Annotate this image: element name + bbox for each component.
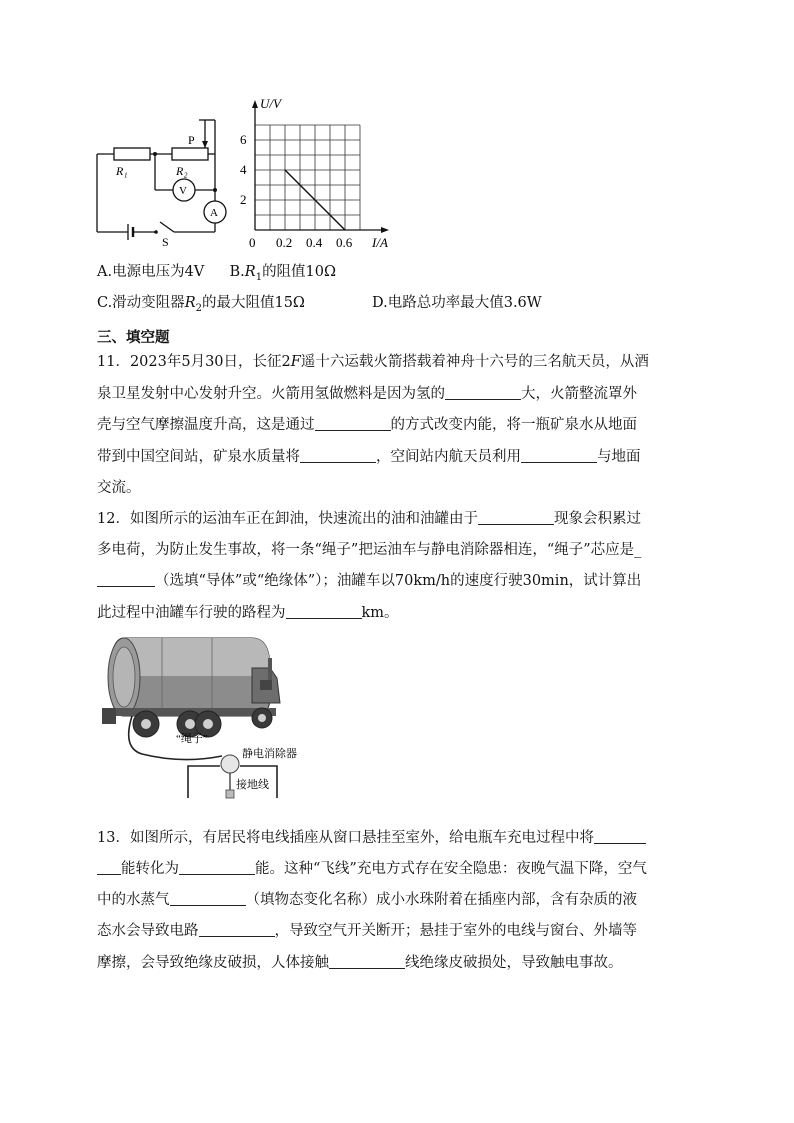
- q11-line-4: [97, 447, 641, 467]
- q13-line-3: [97, 890, 637, 910]
- q13-line-5: [97, 953, 623, 973]
- q13-text-5b: 线绝缘皮破损处，导致触电事故。: [405, 955, 623, 971]
- x-tick-label: 0.6: [336, 235, 353, 250]
- label-r1: R₁: [116, 164, 128, 178]
- option-b[interactable]: [229, 264, 337, 283]
- q11-text-4a: 带到中国空间站，矿泉水质量将: [97, 449, 300, 465]
- q13-blank-5[interactable]: [329, 953, 405, 969]
- q12-line-1: [97, 509, 641, 529]
- label-a: A: [210, 207, 218, 219]
- q13-blank-1b[interactable]: [97, 859, 121, 875]
- option-b-sub: 1: [255, 271, 263, 283]
- q11-text-1f: F: [290, 354, 301, 370]
- x-axis-label: I/A: [372, 235, 388, 250]
- q13-line-1: [97, 828, 646, 848]
- option-b-text: 的阻值10Ω: [262, 264, 337, 280]
- q11-text-2b: 大，火箭整流罩外: [521, 386, 637, 402]
- q13-text-3a: 中的水蒸气: [97, 892, 170, 908]
- option-row-2: [97, 293, 542, 319]
- y-tick-label: 6: [240, 132, 247, 147]
- q11-text-2a: 泉卫星发射中心发射升空。火箭用氢做燃料是因为氢的: [97, 386, 445, 402]
- q13-text-1a: 13．如图所示，有居民将电线插座从窗口悬挂至室外，给电瓶车充电过程中将: [97, 830, 594, 846]
- q12-text-4b: km。: [361, 605, 399, 621]
- q12-blank-3[interactable]: [286, 603, 362, 619]
- q12-text-1b: 现象会积累过: [553, 511, 641, 527]
- q13-line-4: [97, 921, 637, 941]
- q13-text-4b: ，导致空气开关断开；悬挂于室外的电线与窗台、外墙等: [274, 923, 637, 939]
- q12-line-4: [97, 603, 399, 623]
- q11-blank-1[interactable]: [445, 384, 521, 400]
- option-a[interactable]: A.电源电压为4V: [97, 264, 205, 280]
- option-c[interactable]: [97, 295, 305, 314]
- x-tick-label: 0.2: [276, 235, 293, 250]
- section-title: 三、填空题: [97, 330, 170, 346]
- label-eliminator: 静电消除器: [242, 748, 297, 760]
- q11-line-1: [97, 352, 649, 372]
- y-tick-label: 2: [240, 192, 247, 207]
- circuit-diagram: [92, 108, 232, 250]
- option-c-prefix: C.滑动变阻器: [97, 295, 185, 311]
- x-tick-label: 0: [249, 235, 256, 250]
- q12-text-1a: 12．如图所示的运油车正在卸油，快速流出的油和油罐由于: [97, 511, 478, 527]
- q11-text-4c: 与地面: [597, 449, 641, 465]
- resistor-r1: [114, 148, 150, 160]
- q12-text-3a: （选填“导体”或“绝缘体”）；油罐车以70km/h的速度行驶30min，试计算出: [155, 573, 642, 589]
- q11-line-3: [97, 415, 637, 435]
- u-i-graph: [240, 92, 400, 252]
- q11-blank-2[interactable]: [315, 415, 391, 431]
- q13-blank-3[interactable]: [170, 890, 246, 906]
- label-ground: 接地线: [236, 779, 269, 791]
- q13-text-5a: 摩擦，会导致绝缘皮破损，人体接触: [97, 955, 329, 971]
- q12-line-3: [97, 571, 641, 591]
- q13-blank-1a[interactable]: [594, 828, 646, 844]
- q12-line-2: 多电荷，为防止发生事故，将一条“绳子”把运油车与静电消除器相连，“绳子”芯应是_: [97, 542, 642, 558]
- q11-line-2: [97, 384, 637, 404]
- static-eliminator: [221, 755, 239, 773]
- q11-line-5: 交流。: [97, 480, 141, 496]
- y-axis-label: U/V: [260, 96, 281, 111]
- y-tick-label: 4: [240, 162, 247, 177]
- q13-text-4a: 态水会导致电路: [97, 923, 199, 939]
- q13-text-2b: 能。这种“飞线”充电方式存在安全隐患：夜晚气温下降，空气: [255, 861, 647, 877]
- q13-text-3b: （填物态变化名称）成小水珠附着在插座内部，含有杂质的液: [245, 892, 637, 908]
- label-s: S: [162, 235, 169, 249]
- label-v: V: [179, 185, 187, 197]
- q12-blank-1[interactable]: [478, 509, 554, 525]
- option-d[interactable]: D.电路总功率最大值3.6W: [372, 295, 542, 311]
- q11-blank-4[interactable]: [521, 447, 597, 463]
- q13-text-2a: 能转化为: [121, 861, 179, 877]
- option-c-sub: 2: [195, 302, 202, 314]
- q11-text-3a: 壳与空气摩擦温度升高，这是通过: [97, 417, 315, 433]
- q11-blank-3[interactable]: [300, 447, 376, 463]
- option-b-r: R: [244, 264, 256, 280]
- q11-text-4b: ，空间站内航天员利用: [376, 449, 521, 465]
- option-c-r: R: [184, 295, 196, 311]
- q13-line-2: [97, 859, 647, 879]
- q12-text-4a: 此过程中油罐车行驶的路程为: [97, 605, 286, 621]
- q11-text-1b: 遥十六运载火箭搭载着神舟十六号的三名航天员，从酒: [300, 354, 649, 370]
- q13-blank-2[interactable]: [179, 859, 255, 875]
- q13-blank-4[interactable]: [199, 921, 275, 937]
- option-b-letter: B.: [229, 264, 245, 280]
- tanker-truck-figure: [102, 628, 312, 803]
- option-row-1: [97, 262, 336, 288]
- label-p: P: [188, 133, 195, 147]
- resistor-r2: [172, 148, 208, 160]
- q12-blank-2[interactable]: [97, 571, 155, 587]
- q11-text-1a: 11．2023年5月30日，长征2: [97, 354, 291, 370]
- option-c-text: 的最大阻值15Ω: [201, 295, 305, 311]
- label-r2: R₂: [176, 164, 188, 178]
- label-rope: “绳子”: [176, 733, 208, 745]
- q11-text-3b: 的方式改变内能，将一瓶矿泉水从地面: [390, 417, 637, 433]
- x-tick-label: 0.4: [306, 235, 323, 250]
